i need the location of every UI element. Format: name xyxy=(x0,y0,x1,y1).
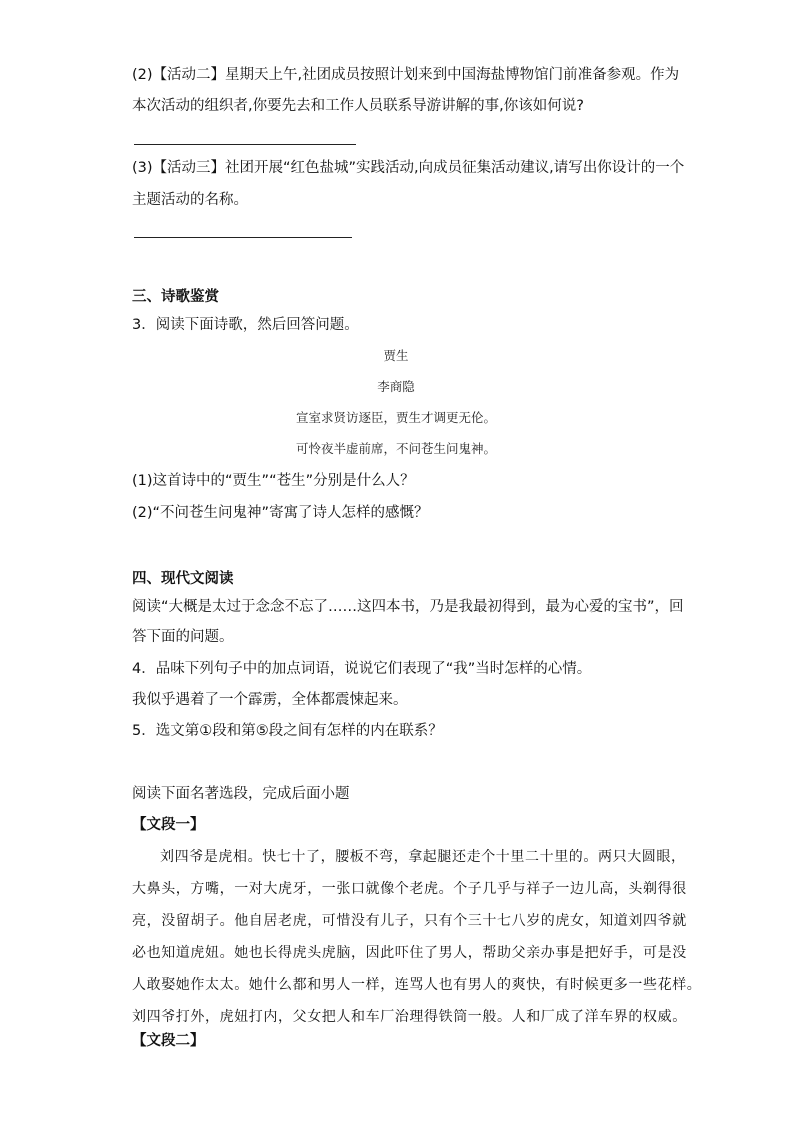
q3-answer-line xyxy=(134,237,352,238)
question-5: 5．选文第①段和第⑤段之间有怎样的内在联系？ xyxy=(132,723,443,739)
poem-title: 贾生 xyxy=(383,348,409,363)
para1-line: 刘四爷打外，虎妞打内，父女把人和车厂治理得铁筒一般。人和厂成了洋车界的权威。 xyxy=(132,1009,687,1025)
para1-line: 人敢娶她作太太。她什么都和男人一样，连骂人也有男人的爽快，有时候更多一些花样。 xyxy=(132,977,702,993)
poem-line-2: 可怜夜半虚前席，不问苍生问鬼神。 xyxy=(295,441,496,456)
question-4-sentence: 我似乎遇着了一个霹雳，全体都震悚起来。 xyxy=(132,692,408,708)
question-4: 4．品味下列句子中的加点词语，说说它们表现了“我”当时怎样的心情。 xyxy=(132,661,592,677)
q2-line1: (2)【活动二】星期天上午,社团成员按照计划来到中国海盐博物馆门前准备参观。作为 xyxy=(132,67,680,83)
reading-intro: 阅读下面名著选段，完成后面小题 xyxy=(132,786,350,802)
q2-line2: 本次活动的组织者,你要先去和工作人员联系导游讲解的事,你该如何说? xyxy=(132,98,584,114)
section-heading-poetry: 三、诗歌鉴赏 xyxy=(132,289,219,305)
para2-label: 【文段二】 xyxy=(132,1033,205,1049)
para1-line: 刘四爷是虎相。快七十了，腰板不弯，拿起腿还走个十里二十里的。两只大圆眼， xyxy=(160,849,686,865)
para1-label: 【文段一】 xyxy=(132,817,205,833)
q3-question: 3．阅读下面诗歌，然后回答问题。 xyxy=(132,317,359,333)
para1-line: 亮，没留胡子。他自居老虎，可惜没有儿子，只有个三十七八岁的虎女，知道刘四爷就 xyxy=(132,913,687,929)
poem-author: 李商隐 xyxy=(377,379,415,394)
poem-sub-question-2: (2)“不问苍生问鬼神”寄寓了诗人怎样的感慨？ xyxy=(132,505,429,521)
modern-intro-line2: 答下面的问题。 xyxy=(132,629,234,645)
modern-intro-line1: 阅读“大概是太过于念念不忘了……这四本书，乃是我最初得到，最为心爱的宝书”，回 xyxy=(132,599,684,615)
q3-line2: 主题活动的名称。 xyxy=(132,192,248,208)
poem-line-1: 宣室求贤访逐臣，贾生才调更无伦。 xyxy=(295,410,496,425)
poem-sub-question-1: (1)这首诗中的“贾生”“苍生”分别是什么人？ xyxy=(132,473,415,489)
para1-line: 大鼻头，方嘴，一对大虎牙，一张口就像个老虎。个子几乎与祥子一边儿高，头剃得很 xyxy=(132,881,687,897)
q3-line1: (3)【活动三】社团开展“红色盐城”实践活动,向成员征集活动建议,请写出你设计的一个 xyxy=(132,160,685,176)
section-heading-modern: 四、现代文阅读 xyxy=(132,571,234,587)
q2-answer-line xyxy=(134,144,356,145)
para1-line: 必也知道虎妞。她也长得虎头虎脑，因此吓住了男人，帮助父亲办事是把好手，可是没 xyxy=(132,945,687,961)
